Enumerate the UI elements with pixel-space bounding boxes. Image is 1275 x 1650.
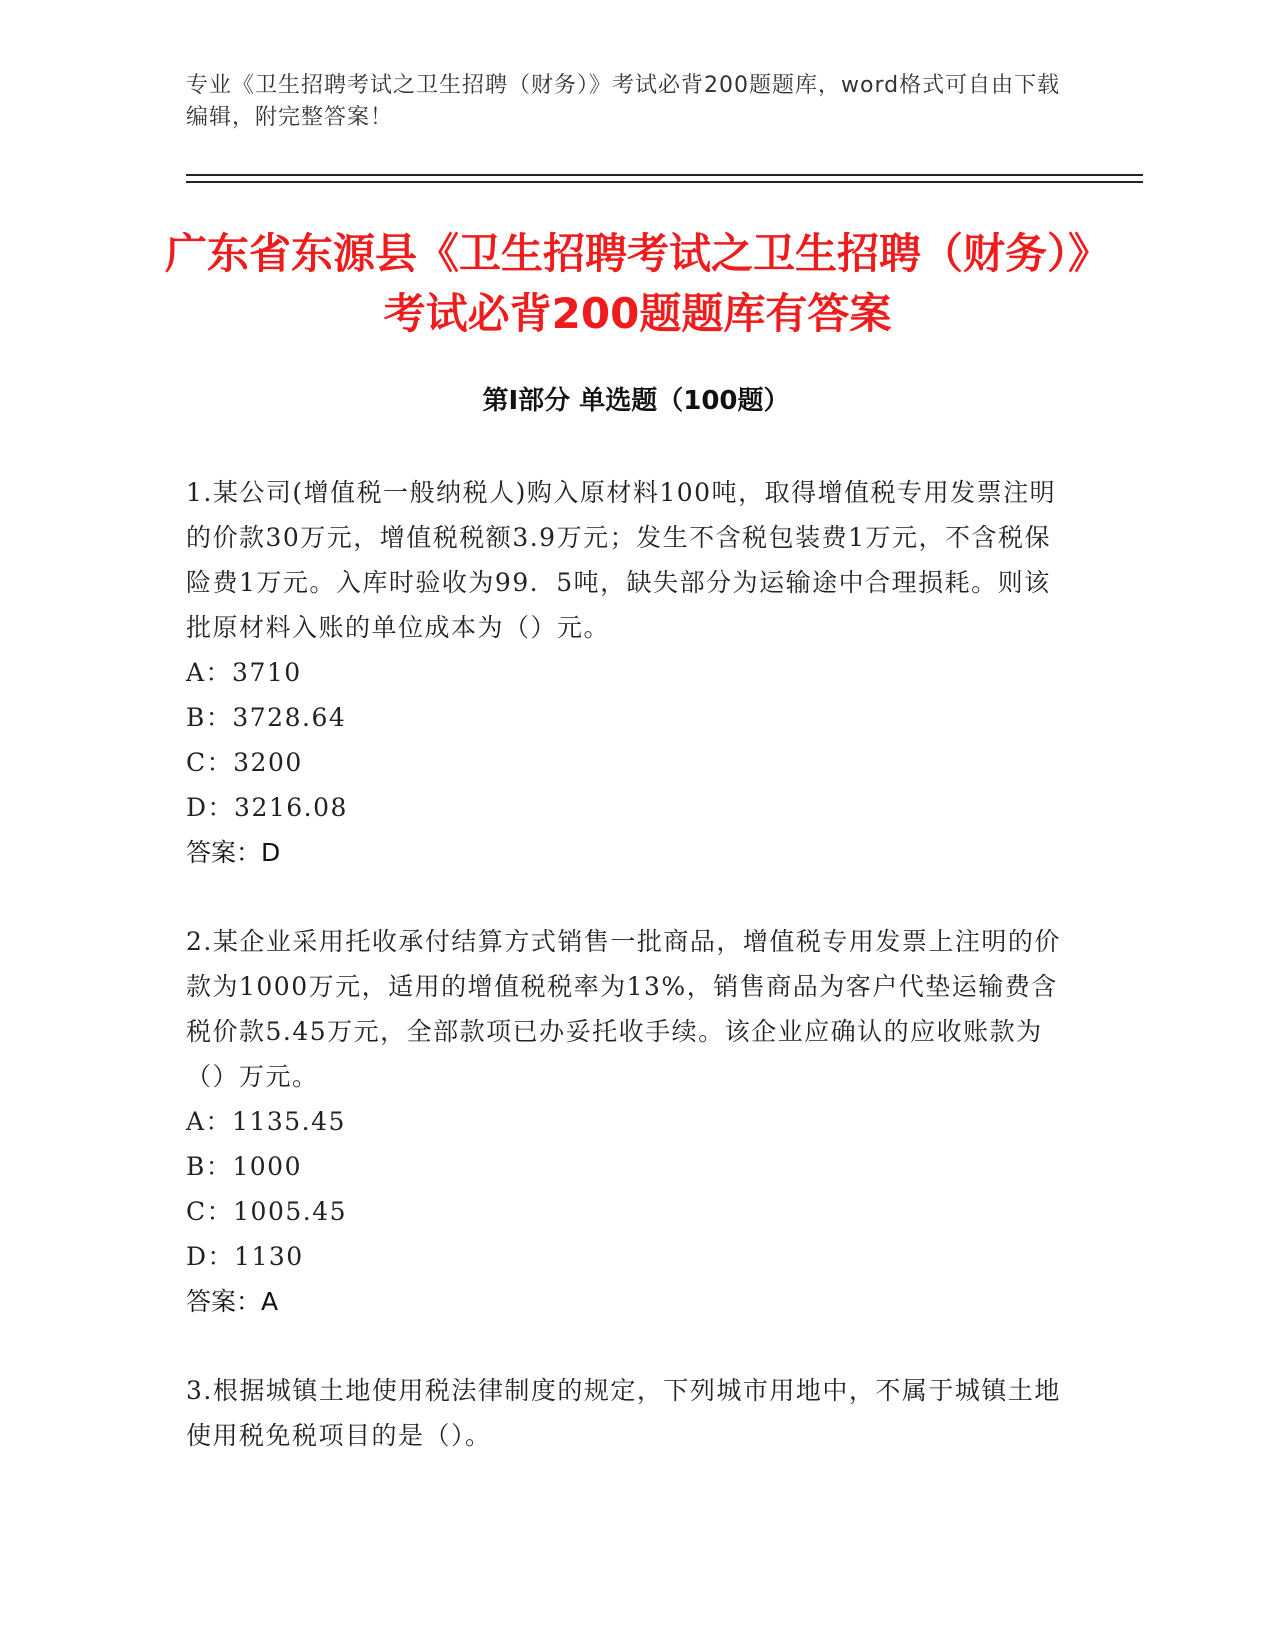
question-stem: 3.根据城镇土地使用税法律制度的规定，下列城市用地中，不属于城镇土地使用税免税项目的是（）。: [186, 1376, 1061, 1450]
document-title: 广东省东源县《卫生招聘考试之卫生招聘（财务）》考试必背200题题库有答案: [164, 229, 1110, 338]
option-d: D：3216.08: [186, 793, 348, 822]
question-list: [186, 470, 1066, 1502]
option-c: C：1005.45: [186, 1197, 348, 1226]
answer: 答案：A: [186, 1287, 279, 1316]
question-stem: 2.某企业采用托收承付结算方式销售一批商品，增值税专用发票上注明的价款为1000万元，适用的增值税税率为13%，销售商品为客户代垫运输费含税价款5.45万元，全部款项已办妥托收手续。该企业应确认的应收账款为（）万元。: [186, 927, 1061, 1091]
header-note: 专业《卫生招聘考试之卫生招聘（财务）》考试必背200题题库，word格式可自由下载编辑，附完整答案！: [186, 73, 1061, 130]
option-c: C：3200: [186, 748, 303, 777]
option-a: A：3710: [186, 658, 302, 687]
question-2: [186, 919, 1066, 1324]
option-b: B：1000: [186, 1152, 302, 1181]
answer: 答案：D: [186, 838, 281, 867]
option-b: B：3728.64: [186, 703, 347, 732]
question-stem: 1.某公司(增值税一般纳税人)购入原材料100吨，取得增值税专用发票注明的价款30万元，增值税税额3.9万元；发生不含税包装费1万元，不含税保险费1万元。入库时验收为99．5吨，缺失部分为运输途中合理损耗。则该批原材料入账的单位成本为（）元。: [186, 478, 1057, 642]
option-a: A：1135.45: [186, 1107, 346, 1136]
header-divider-bottom: [186, 181, 1143, 183]
question-1: [186, 470, 1066, 875]
option-d: D：1130: [186, 1242, 304, 1271]
header-divider-top: [186, 174, 1143, 176]
section-title: 第Ⅰ部分 单选题（100题）: [482, 386, 790, 416]
question-3: [186, 1368, 1066, 1458]
